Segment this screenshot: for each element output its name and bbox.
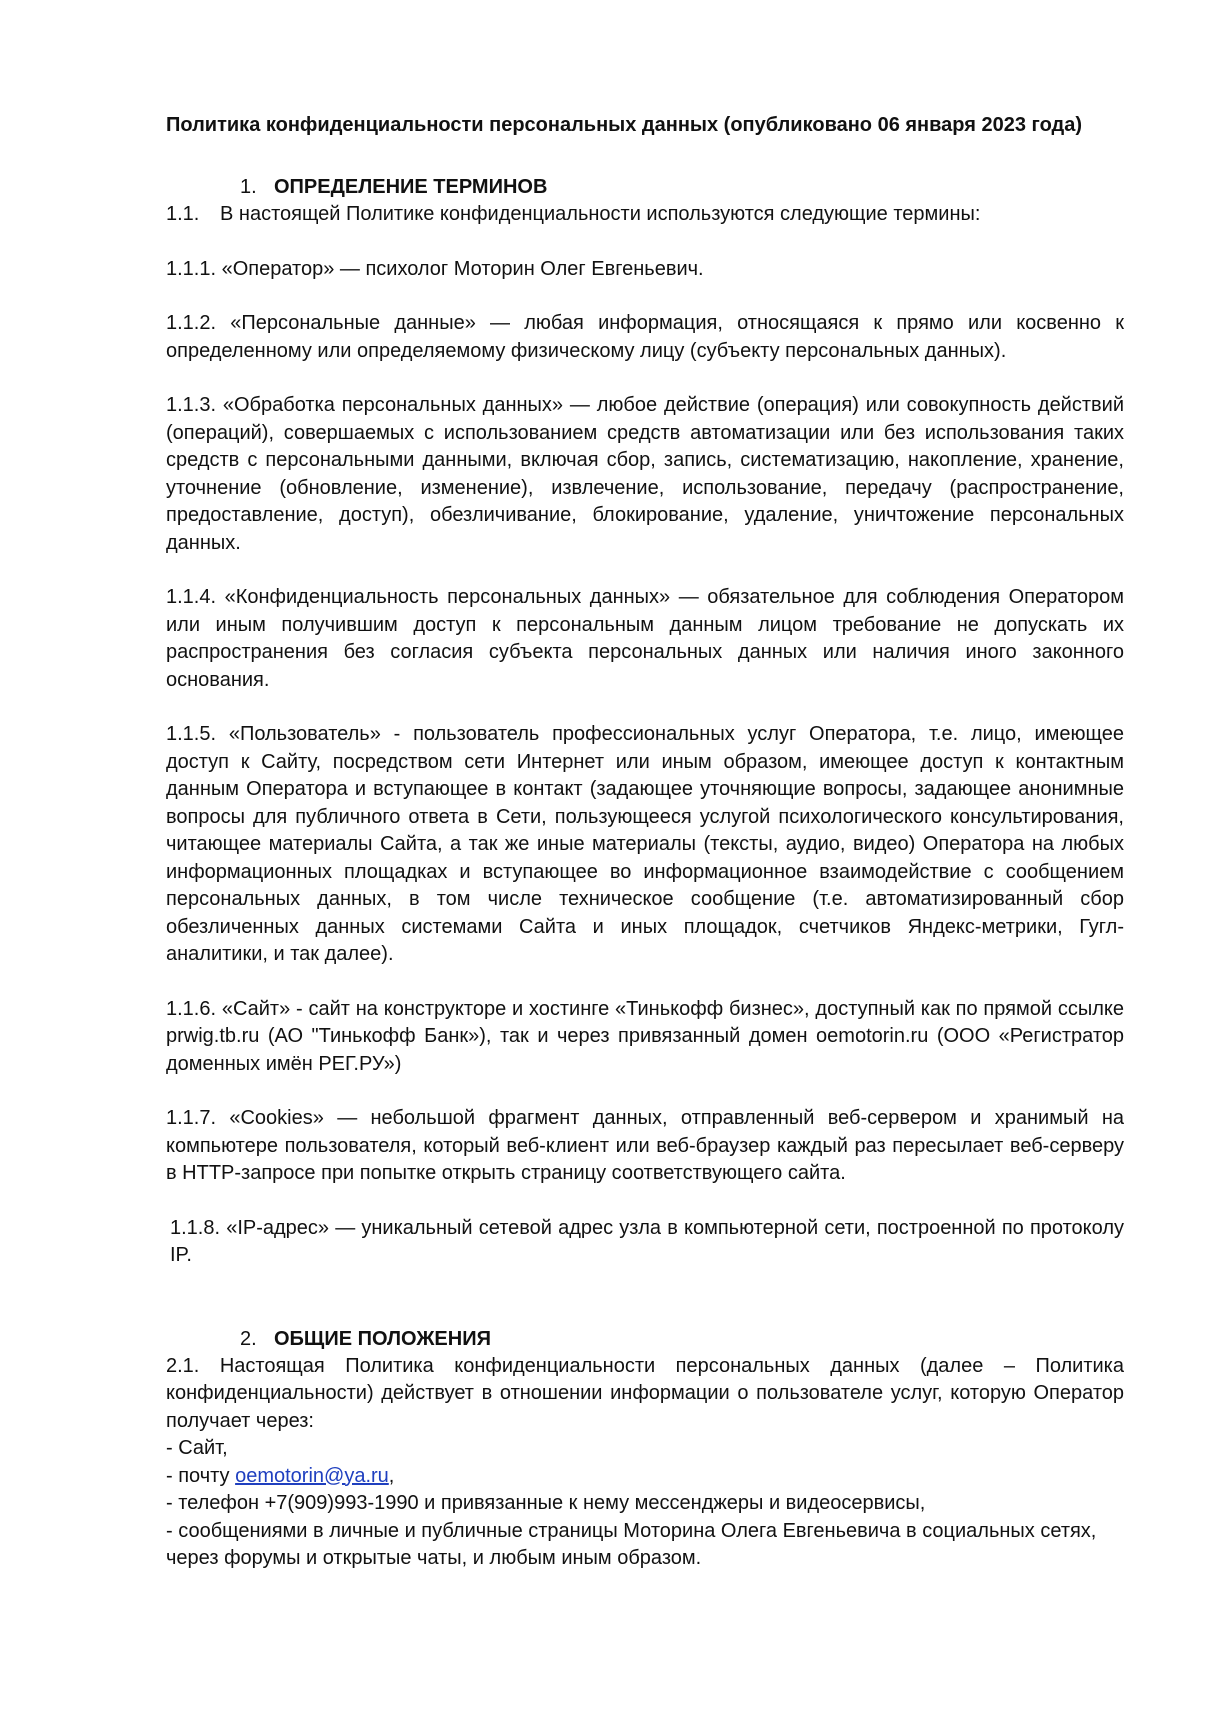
term-1-1-3: 1.1.3. «Обработка персональных данных» — любое действие (операция) или совокупность действий (операций), совершаемых с использованием средств автоматизации или без использования таких средств с персональными данными, включая сбор, запись, систематизацию, накопление, хранение, уточнение (обновление, изменение), извлечение, использование, передачу (распространение, предоставление, доступ), обезличивание, блокирование, удаление, уничтожение персональных данных. — [166, 394, 1124, 554]
clause-1-1 — [166, 201, 1124, 229]
term-1-1-7: 1.1.7. «Cookies» — небольшой фрагмент данных, отправленный веб-сервером и хранимый на компьютере пользователя, который веб-клиент или веб-браузер каждый раз пересылает веб-серверу в HTTP-запросе при попытке открыть страницу соответствующего сайта. — [166, 1107, 1124, 1184]
source-list-item-site: - Сайт, — [166, 1437, 228, 1459]
section-2-number: 2. — [240, 1327, 257, 1350]
term-1-1-4: 1.1.4. «Конфиденциальность персональных данных» — обязательное для соблюдения Оператором или иным получившим доступ к персональным данным лицом требование не допускать их распространения без согласия субъекта персональных данных или наличия иного законного основания. — [166, 586, 1124, 691]
document-content — [166, 112, 1124, 1573]
section-1-heading — [166, 173, 1124, 201]
source-list-item-email — [166, 1463, 1124, 1491]
section-2-title: ОБЩИЕ ПОЛОЖЕНИЯ — [274, 1327, 491, 1350]
term-1-1-5: 1.1.5. «Пользователь» - пользователь профессиональных услуг Оператора, т.е. лицо, имеющее доступ к Сайту, посредством сети Интернет или иным образом, имеющее доступ к контактным данным Оператора и вступающее в контакт (задающее уточняющие вопросы, задающее анонимные вопросы для публичного ответа в Сети, пользующееся услугой психологического консультирования, читающее материалы Сайта, а так же иные материалы (тексты, аудио, видео) Оператора на любых информационных площадках и вступающее во информационное взаимодействие с сообщением персональных данных, в том числе техническое сообщение (т.е. автоматизированный сбор обезличенных данных системами Сайта и иных площадок, счетчиков Яндекс-метрики, Гугл-аналитики, и так далее). — [166, 723, 1124, 965]
email-suffix: , — [388, 1464, 395, 1487]
document-title: Политика конфиденциальности персональных данных (опубликовано 06 января 2023 года) — [166, 114, 1083, 136]
section-2-heading — [166, 1325, 1124, 1353]
term-1-1-2: 1.1.2. «Персональные данные» — любая информация, относящаяся к прямо или косвенно к определенному или определяемому физическому лицу (субъекту персональных данных). — [166, 312, 1124, 362]
term-1-1-8: 1.1.8. «IP-адрес» — уникальный сетевой адрес узла в компьютерной сети, построенной по протоколу IP. — [170, 1216, 1124, 1266]
source-list-item-phone: - телефон +7(909)993-1990 и привязанные к нему мессенджеры и видеосервисы, — [166, 1492, 926, 1514]
source-list-item-social: - сообщениями в личные и публичные страницы Моторина Олега Евгеньевича в социальных сетях, через форумы и открытые чаты, и любым иным образом. — [166, 1519, 1097, 1569]
section-1-title: ОПРЕДЕЛЕНИЕ ТЕРМИНОВ — [274, 176, 548, 198]
clause-1-1-text: В настоящей Политике конфиденциальности используются следующие термины: — [220, 203, 981, 225]
email-prefix: - почту — [166, 1464, 236, 1487]
email-link[interactable]: oemotorin@ya.ru — [235, 1464, 389, 1487]
clause-1-1-number: 1.1. — [166, 203, 200, 225]
clause-2-1: 2.1. Настоящая Политика конфиденциальности персональных данных (далее – Политика конфиденциальности) действует в отношении информации о пользователе услуг, которую Оператор получает через: — [166, 1354, 1124, 1432]
term-1-1-6: 1.1.6. «Сайт» - сайт на конструкторе и хостинге «Тинькофф бизнес», доступный как по прямой ссылке prwig.tb.ru (АО "Тинькофф Банк»), так и через привязанный домен oemotorin.ru (ООО «Регистратор доменных имён РЕГ.РУ») — [166, 997, 1124, 1075]
term-1-1-1: 1.1.1. «Оператор» — психолог Моторин Олег Евгеньевич. — [166, 257, 704, 280]
section-1-number: 1. — [240, 176, 257, 198]
